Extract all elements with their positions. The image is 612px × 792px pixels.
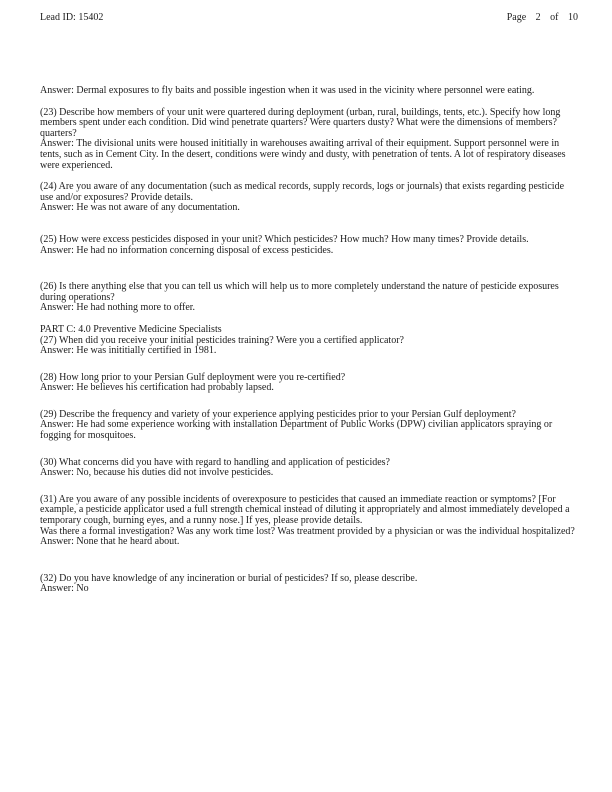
answer-30: Answer: No, because his duties did not involve pesticides.: [40, 467, 274, 479]
question-31-followup: Was there a formal investigation? Was any work time lost? Was treatment provided by a physician or was the individual hospitalized?: [40, 525, 575, 537]
question-25: (25) How were excess pesticides disposed in your unit? Which pesticides? How much? How many times? Provide details.: [40, 233, 529, 245]
answer-31: Answer: None that he heard about.: [40, 536, 180, 548]
answer-27: Answer: He was inititially certified in 1981.: [40, 345, 217, 357]
question-26: (26) Is there anything else that you can tell us which will help us to more completely understand the nature of pesticide exposures during operations?: [40, 281, 559, 303]
answer-28: Answer: He believes his certification had probably lapsed.: [40, 382, 274, 394]
answer-23: Answer: The divisional units were housed inititially in warehouses awaiting arrival of their equipment. Support personnel were in tents, such as in Cement City. In the desert, conditions were windy and dusty, with penetration of tents. A lot of respiratory diseases were experienced.: [40, 138, 566, 171]
answer-25: Answer: He had no information concerning disposal of excess pesticides.: [40, 244, 334, 256]
question-27: (27) When did you receive your initial pesticides training? Were you a certified applicator?: [40, 334, 404, 346]
answer-26: Answer: He had nothing more to offer.: [40, 302, 196, 314]
answer-32: Answer: No: [40, 583, 89, 595]
part-c-heading: PART C: 4.0 Preventive Medicine Specialists: [40, 323, 222, 335]
document-body: [40, 86, 576, 595]
answer-29: Answer: He had some experience working with installation Department of Public Works (DPW) civilian applicators spraying or fogging for mosquitoes.: [40, 419, 553, 442]
question-28: (28) How long prior to your Persian Gulf deployment were you re-certified?: [40, 371, 346, 383]
page-header: [40, 12, 578, 23]
question-30: (30) What concerns did you have with regard to handling and application of pesticides?: [40, 456, 390, 468]
question-32: (32) Do you have knowledge of any incineration or burial of pesticides? If so, please describe.: [40, 572, 418, 584]
question-31: (31) Are you aware of any possible incidents of overexposure to pesticides that caused an immediate reaction or symptoms? [For example, a pesticide applicator used a full strength chemical instead of diluting it appropriately and almost immediately developed a temporary cough, burning eyes, and a runny nose.] If yes, please provide details.: [40, 493, 570, 527]
lead-id: Lead ID: 15402: [40, 12, 104, 23]
question-29: (29) Describe the frequency and variety of your experience applying pesticides prior to your Persian Gulf deployment?: [40, 408, 516, 420]
page-number: Page 2 of 10: [506, 12, 578, 23]
question-24: (24) Are you aware of any documentation (such as medical records, supply records, logs or journals) that exists regarding pesticide use and/or exposures? Provide details.: [40, 181, 565, 203]
answer-intro: Answer: Dermal exposures to fly baits and possible ingestion when it was used in the vicinity where personnel were eating.: [40, 85, 535, 96]
question-23: (23) Describe how members of your unit were quartered during deployment (urban, rural, buildings, tents, etc.). Specify how long members spent under each condition. Did wind penetrate quarters? Were quarters dusty? What were the dimensions of members? quarters?: [40, 106, 561, 139]
answer-24: Answer: He was not aware of any documentation.: [40, 202, 240, 214]
